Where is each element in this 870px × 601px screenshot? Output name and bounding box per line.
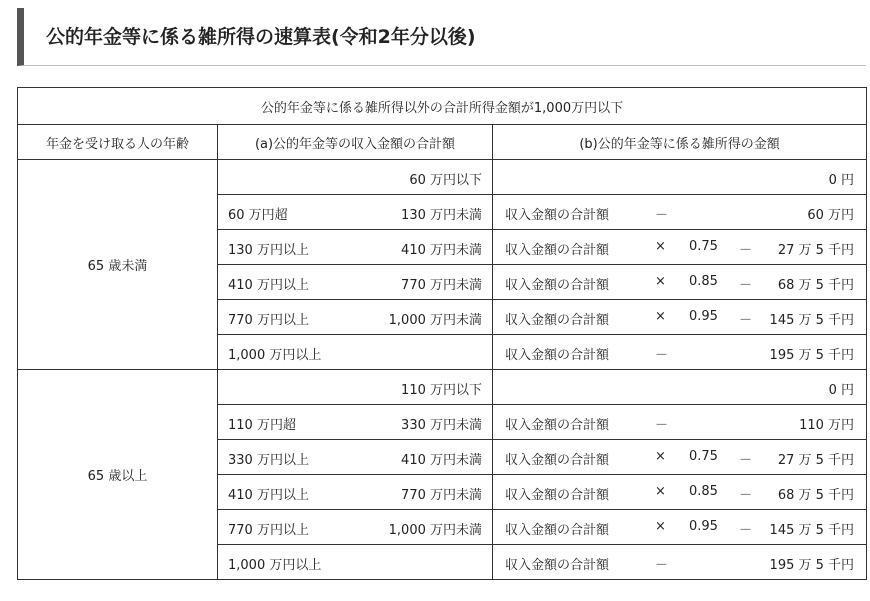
range-lower: 770 万円以上 bbox=[228, 523, 309, 538]
misc-income-formula-cell bbox=[493, 335, 867, 370]
income-range-cell bbox=[218, 545, 493, 580]
formula-operator: × bbox=[655, 449, 666, 464]
formula-amount: 68 万 5 千円 bbox=[777, 488, 855, 503]
page-heading bbox=[17, 8, 866, 66]
income-range-cell bbox=[218, 405, 493, 440]
formula-amount: 195 万 5 千円 bbox=[769, 348, 855, 363]
range-upper: 330 万円未満 bbox=[401, 418, 482, 433]
formula-minus: － bbox=[739, 453, 753, 468]
formula-operator: － bbox=[655, 418, 669, 433]
range-lower: 770 万円以上 bbox=[228, 313, 309, 328]
range-lower: 1,000 万円以上 bbox=[228, 558, 322, 573]
misc-income-formula-cell bbox=[493, 300, 867, 335]
income-range-cell bbox=[218, 370, 493, 405]
income-range-cell bbox=[218, 510, 493, 545]
range-lower: 330 万円以上 bbox=[228, 453, 309, 468]
formula-minus: － bbox=[739, 488, 753, 503]
header-income-total: (a)公的年金等の収入金額の合計額 bbox=[218, 125, 493, 160]
misc-income-formula-cell bbox=[493, 475, 867, 510]
income-range-cell bbox=[218, 440, 493, 475]
formula-base: 収入金額の合計額 bbox=[505, 418, 610, 433]
formula-operator: × bbox=[655, 274, 666, 289]
range-upper: 1,000 万円未満 bbox=[388, 313, 482, 328]
formula-operator: － bbox=[655, 348, 669, 363]
formula-base: 収入金額の合計額 bbox=[505, 243, 610, 258]
misc-income-formula-cell bbox=[493, 195, 867, 230]
formula-amount: 145 万 5 千円 bbox=[769, 313, 855, 328]
formula-base: 収入金額の合計額 bbox=[505, 558, 610, 573]
range-upper: 1,000 万円未満 bbox=[388, 523, 482, 538]
calculation-table bbox=[17, 87, 867, 580]
formula-base: 収入金額の合計額 bbox=[505, 488, 610, 503]
range-lower: 410 万円以上 bbox=[228, 488, 309, 503]
range-upper: 60 万円以下 bbox=[409, 173, 482, 188]
income-range-cell bbox=[218, 160, 493, 195]
misc-income-formula-cell bbox=[493, 370, 867, 405]
misc-income-formula-cell bbox=[493, 510, 867, 545]
range-upper: 410 万円未満 bbox=[401, 243, 482, 258]
formula-operator: × bbox=[655, 239, 666, 254]
age-group-cell: 65 歳未満 bbox=[18, 160, 218, 370]
misc-income-formula-cell bbox=[493, 160, 867, 195]
page-title: 公的年金等に係る雑所得の速算表(令和2年分以後) bbox=[46, 26, 476, 48]
formula-amount: 195 万 5 千円 bbox=[769, 558, 855, 573]
formula-base: 収入金額の合計額 bbox=[505, 278, 610, 293]
header-misc-income: (b)公的年金等に係る雑所得の金額 bbox=[493, 125, 867, 160]
range-upper: 410 万円未満 bbox=[401, 453, 482, 468]
formula-operator: × bbox=[655, 484, 666, 499]
formula-amount: 0 円 bbox=[828, 173, 855, 188]
income-range-cell bbox=[218, 265, 493, 300]
formula-minus: － bbox=[739, 523, 753, 538]
income-range-cell bbox=[218, 335, 493, 370]
formula-rate: 0.75 bbox=[689, 449, 718, 464]
formula-amount: 68 万 5 千円 bbox=[777, 278, 855, 293]
formula-amount: 145 万 5 千円 bbox=[769, 523, 855, 538]
formula-operator: × bbox=[655, 519, 666, 534]
formula-base: 収入金額の合計額 bbox=[505, 313, 610, 328]
range-upper: 770 万円未満 bbox=[401, 488, 482, 503]
formula-rate: 0.85 bbox=[689, 274, 718, 289]
range-lower: 60 万円超 bbox=[228, 208, 288, 223]
formula-minus: － bbox=[739, 278, 753, 293]
range-lower: 1,000 万円以上 bbox=[228, 348, 322, 363]
formula-amount: 0 円 bbox=[828, 383, 855, 398]
income-range-cell bbox=[218, 230, 493, 265]
formula-amount: 110 万円 bbox=[799, 418, 855, 433]
income-range-cell bbox=[218, 475, 493, 510]
formula-minus: － bbox=[739, 313, 753, 328]
formula-base: 収入金額の合計額 bbox=[505, 348, 610, 363]
formula-operator: － bbox=[655, 208, 669, 223]
formula-rate: 0.75 bbox=[689, 239, 718, 254]
header-age: 年金を受け取る人の年齢 bbox=[18, 125, 218, 160]
formula-amount: 27 万 5 千円 bbox=[777, 243, 855, 258]
range-upper: 770 万円未満 bbox=[401, 278, 482, 293]
formula-amount: 60 万円 bbox=[807, 208, 855, 223]
income-range-cell bbox=[218, 300, 493, 335]
formula-amount: 27 万 5 千円 bbox=[777, 453, 855, 468]
range-lower: 110 万円超 bbox=[228, 418, 296, 433]
misc-income-formula-cell bbox=[493, 440, 867, 475]
formula-operator: － bbox=[655, 558, 669, 573]
formula-operator: × bbox=[655, 309, 666, 324]
range-upper: 110 万円以下 bbox=[401, 383, 482, 398]
age-group-cell: 65 歳以上 bbox=[18, 370, 218, 580]
table-row bbox=[18, 370, 867, 405]
income-range-cell bbox=[218, 195, 493, 230]
table-banner: 公的年金等に係る雑所得以外の合計所得金額が1,000万円以下 bbox=[18, 88, 867, 125]
table-row bbox=[18, 160, 867, 195]
range-lower: 410 万円以上 bbox=[228, 278, 309, 293]
formula-base: 収入金額の合計額 bbox=[505, 453, 610, 468]
misc-income-formula-cell bbox=[493, 545, 867, 580]
formula-base: 収入金額の合計額 bbox=[505, 208, 610, 223]
table-body bbox=[18, 160, 867, 580]
formula-rate: 0.95 bbox=[689, 519, 718, 534]
formula-rate: 0.95 bbox=[689, 309, 718, 324]
formula-minus: － bbox=[739, 243, 753, 258]
range-lower: 130 万円以上 bbox=[228, 243, 309, 258]
formula-base: 収入金額の合計額 bbox=[505, 523, 610, 538]
misc-income-formula-cell bbox=[493, 405, 867, 440]
misc-income-formula-cell bbox=[493, 265, 867, 300]
range-upper: 130 万円未満 bbox=[401, 208, 482, 223]
misc-income-formula-cell bbox=[493, 230, 867, 265]
formula-rate: 0.85 bbox=[689, 484, 718, 499]
